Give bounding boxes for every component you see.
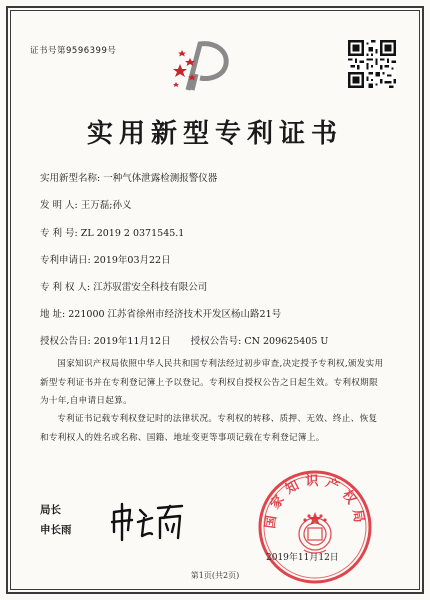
utility-model-name-label: 实用新型名称: [40,173,101,184]
cnipa-logo-icon [170,38,240,96]
signatory-name: 申长雨 [40,524,72,536]
patent-number-value: ZL 2019 2 0371545.1 [80,228,185,239]
patentee-value: 江苏驭雷安全科技有限公司 [93,282,208,293]
seal-text: 国家知识产权局 [263,474,367,530]
official-seal-icon [256,468,374,586]
grant-date-value: 2019年11月12日 [93,336,171,347]
body-paragraph-1: 国家知识产权局依照中华人民共和国专利法经过初步审查,决定授予专利权,颁发实用新型专利证书并在专利登记簿上予以登记。专利权自授权公告之日起生效。专利权期限为十年,自申请日起算。 [40,359,384,406]
grant-number-label: 授权公告号: [190,336,242,347]
patentee-row [40,279,207,293]
filing-date-value: 2019年03月22日 [93,255,171,266]
grant-row [40,333,328,347]
address-value: 221000 江苏省徐州市经济技术开发区杨山路21号 [68,309,282,320]
certificate-number: 证书号第9596399号 [30,46,117,56]
address-label: 地 址: [40,309,66,320]
patentee-label: 专 利 权 人: [40,282,91,293]
qr-code-icon [348,40,396,88]
signatory-title: 局长 [40,504,61,516]
inventor-value: 王万磊;孙义 [80,200,132,211]
inventor-row [40,197,131,211]
patent-number-row [40,225,184,239]
filing-date-row [40,252,171,266]
page-footer: 第1页(共2页) [190,571,240,580]
address-row [40,306,281,320]
filing-date-label: 专利申请日: [40,255,91,266]
seal-date: 2019年11月12日 [266,553,339,563]
certificate-title: 实用新型专利证书 [86,119,343,149]
patent-number-label: 专 利 号: [40,228,78,239]
utility-model-name-value: 一种气体泄露检测报警仪器 [103,173,218,184]
handwritten-signature-icon [108,496,188,546]
utility-model-name-row [40,170,217,184]
grant-date-label: 授权公告日: [40,336,91,347]
grant-number-value: CN 209625405 U [244,336,329,347]
body-paragraph-2: 专利证书记载专利权登记时的法律状况。专利权的转移、质押、无效、终止、恢复和专利权人的姓名或名称、国籍、地址变更等事项记载在专利登记簿上。 [40,414,378,443]
inventor-label: 发 明 人: [40,200,78,211]
